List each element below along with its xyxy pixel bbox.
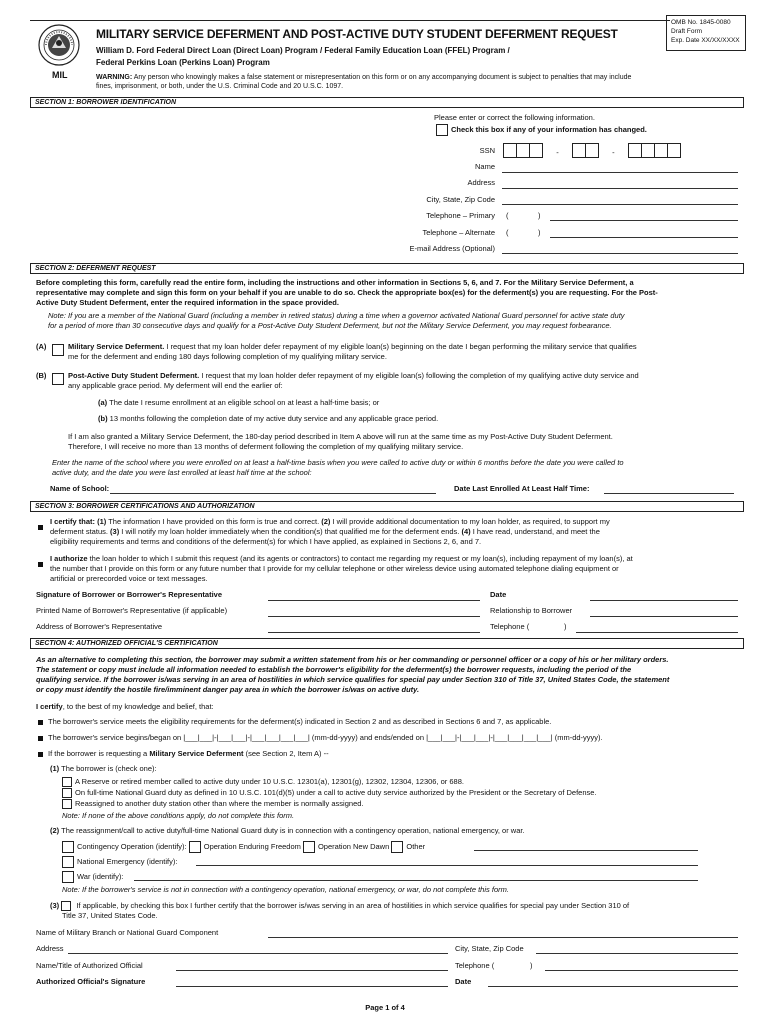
q1-option-2-checkbox[interactable] <box>62 788 72 798</box>
section-4-header: SECTION 4: AUTHORIZED OFFICIAL'S CERTIFICATION <box>30 638 744 649</box>
q2-text: (2) The reassignment/call to active duty/full-time National Guard duty is in connection with a contingency operation, national emergency, or war. <box>50 826 525 835</box>
page-number: Page 1 of 4 <box>365 1003 405 1012</box>
s4-alternative: As an alternative to completing this section, the borrower may submit a written statement from his or her commanding or personnel officer or a copy of his or her military orders. The statement or copy must include all information needed to establish the borrower's eligibility for the deferment(s) the borrower requests, including the period of the qualifying service. If the borrower is/was serving in an area of hostilities in which service qualifies for special pay under Section 310 of Title 37, United States Code, the statement or copy must identify the hostile fire/imminent danger pay area in which the borrower is/was on active duty. <box>36 655 670 694</box>
city-label: City, State, Zip Code <box>426 195 495 204</box>
borrower-signature-label: Signature of Borrower or Borrower's Representative <box>36 590 222 599</box>
q2-option-war[interactable]: War (identify): <box>62 871 123 883</box>
q1-option-3-checkbox[interactable] <box>62 799 72 809</box>
section-3-header: SECTION 3: BORROWER CERTIFICATIONS AND AUTHORIZATION <box>30 501 744 512</box>
bullet-icon <box>38 752 43 757</box>
ssn-input[interactable]: - - <box>503 142 681 160</box>
official-telephone-label: Telephone ( <box>455 961 495 970</box>
bullet-icon <box>38 519 48 537</box>
emergency-checkbox[interactable] <box>62 856 74 868</box>
school-name-label: Name of School: <box>50 484 110 493</box>
other-checkbox[interactable] <box>391 841 403 853</box>
tel-alt-paren-open: ( <box>506 228 509 237</box>
hostilities-checkbox[interactable] <box>61 901 71 911</box>
borrower-signature-input[interactable] <box>268 600 480 601</box>
tel-alt-label: Telephone – Alternate <box>422 228 495 237</box>
printed-name-input[interactable] <box>268 616 480 617</box>
form-code: MIL <box>52 70 68 80</box>
school-name-input[interactable] <box>110 493 436 494</box>
s1-instruction: Please enter or correct the following information. <box>434 113 595 122</box>
enduring-freedom-checkbox[interactable] <box>189 841 201 853</box>
info-changed-checkbox[interactable] <box>436 124 448 136</box>
tel-primary-label: Telephone – Primary <box>426 211 495 220</box>
q1-note: Note: If none of the above conditions apply, do not complete this form. <box>62 811 295 820</box>
email-input[interactable] <box>502 253 738 254</box>
info-changed-checkbox-row[interactable] <box>436 124 647 136</box>
seal-logo <box>38 24 80 66</box>
post-active-deferment-checkbox[interactable] <box>52 370 67 388</box>
q1-option-1-checkbox[interactable] <box>62 777 72 787</box>
section-2-header: SECTION 2: DEFERMENT REQUEST <box>30 263 744 274</box>
address-input[interactable] <box>502 188 738 189</box>
date-last-enrolled-input[interactable] <box>604 493 734 494</box>
tel-primary-paren-open: ( <box>506 211 509 220</box>
authorize-text: I authorize the loan holder to which I submit this request (and its agents or contractors) to contact me regarding my request or my loan(s), including repayment of my loan(s), at the number that I provide on this form or any future number that I provide for my cellular telephone or other wireless device using automated telephone dialing equipment or artificial or prerecorded voice or text messages. <box>50 554 633 583</box>
q2-note: Note: If the borrower's service is not in connection with a contingency operation, national emergency, or war, do not complete this form. <box>62 885 509 894</box>
official-address-input[interactable] <box>68 953 448 954</box>
ssn-label: SSN <box>479 146 495 155</box>
name-input[interactable] <box>502 172 738 173</box>
item-b-a: (a) The date I resume enrollment at an eligible school on at least a half-time basis; or <box>98 398 380 407</box>
official-date-label: Date <box>455 977 472 986</box>
q1-text: (1) The borrower is (check one): <box>50 764 157 773</box>
official-date-input[interactable] <box>488 986 738 987</box>
military-deferment-checkbox[interactable] <box>52 341 67 359</box>
item-b-text: Post-Active Duty Student Deferment. I request that my loan holder defer repayment of my eligible loan(s) following the completion of my qualifying active duty service and any applicable grace period. My deferment will end the earlier of: <box>68 371 639 390</box>
date-last-enrolled-label: Date Last Enrolled At Least Half Time: <box>454 484 590 493</box>
s4-bullet-2: The borrower's service begins/began on |___|___|-|___|___|-|___|___|___|___| (mm-dd-yyyy) and ends/ended on |___|___|-|___|___|-|___|___|___|___| (mm-dd-yyyy). <box>38 733 738 743</box>
s4-bullet-3: If the borrower is requesting a Military Service Deferment (see Section 2, Item A) -- <box>38 749 738 759</box>
s4-bullet-1: The borrower's service meets the eligibility requirements for the deferment(s) indicated in Section 2 and as described in Sections 6 and 7, as applicable. <box>38 717 738 727</box>
contingency-checkbox[interactable] <box>62 841 74 853</box>
tel-alt-input[interactable] <box>550 237 738 238</box>
official-telephone-input[interactable] <box>545 970 738 971</box>
tel-primary-input[interactable] <box>550 220 738 221</box>
war-checkbox[interactable] <box>62 871 74 883</box>
section-1-header: SECTION 1: BORROWER IDENTIFICATION <box>30 97 744 108</box>
form-subtitle-2: Federal Perkins Loan (Perkins Loan) Program <box>96 58 270 67</box>
official-name-input[interactable] <box>176 970 448 971</box>
official-address-label: Address <box>36 944 64 953</box>
official-signature-label: Authorized Official's Signature <box>36 977 146 986</box>
item-b-letter: (B) <box>36 371 47 380</box>
branch-label: Name of Military Branch or National Guard Component <box>36 928 219 937</box>
rep-telephone-input[interactable] <box>576 632 738 633</box>
relationship-label: Relationship to Borrower <box>490 606 573 615</box>
official-signature-input[interactable] <box>176 986 448 987</box>
rep-address-input[interactable] <box>268 632 480 633</box>
email-label: E-mail Address (Optional) <box>409 244 495 253</box>
q1-option-2[interactable]: On full-time National Guard duty as defined in 10 U.S.C. 101(d)(5) under a call to active duty service authorized by the President or the Secretary of Defense. <box>62 788 597 798</box>
q2-option-contingency[interactable]: Contingency Operation (identify): Operation Enduring Freedom Operation New Dawn Other <box>62 841 425 853</box>
item-a-text: Military Service Deferment. I request that my loan holder defer repayment of my eligible loan(s) beginning on the date I began performing the military service that qualifies me for the deferment and ending 180 days following completion of my qualifying military service. <box>68 342 637 361</box>
tel-alt-paren-close: ) <box>538 228 541 237</box>
omb-box: OMB No. 1845-0080 Draft Form Exp. Date XX/XX/XXXX <box>666 15 746 51</box>
relationship-input[interactable] <box>590 616 738 617</box>
address-label: Address <box>467 178 495 187</box>
item-b-enter: Enter the name of the school where you were enrolled on at least a half-time basis when you were called to active duty or within 6 months before the date you were called to active duty, and the date you were last enrolled at least half time at the school: <box>52 458 624 477</box>
city-input[interactable] <box>502 204 738 205</box>
q1-option-3[interactable]: Reassigned to another duty station other than where the member is normally assigned. <box>62 799 364 809</box>
info-changed-label: Check this box if any of your information has changed. <box>451 124 647 134</box>
official-name-label: Name/Title of Authorized Official <box>36 961 143 970</box>
borrower-date-label: Date <box>490 590 507 599</box>
borrower-date-input[interactable] <box>590 600 738 601</box>
form-title: MILITARY SERVICE DEFERMENT AND POST-ACTIVE DUTY STUDENT DEFERMENT REQUEST <box>96 27 618 41</box>
printed-name-label: Printed Name of Borrower's Representative (if applicable) <box>36 606 228 615</box>
new-dawn-checkbox[interactable] <box>303 841 315 853</box>
branch-input[interactable] <box>268 937 738 938</box>
emergency-input[interactable] <box>196 865 698 866</box>
bullet-icon <box>38 736 43 741</box>
s2-note: Note: If you are a member of the National Guard (including a member in retired status) during a time when a governor activated National Guard personnel for active state duty for a period of more than 30 consecutive days and qualify for a Post-Active Duty Student Deferment, but not the Military Service Deferment, you may request forbearance. <box>48 311 625 330</box>
war-input[interactable] <box>134 880 698 881</box>
q2-option-emergency[interactable]: National Emergency (identify): <box>62 856 177 868</box>
name-label: Name <box>474 162 495 171</box>
official-city-label: City, State, Zip Code <box>455 944 524 953</box>
rep-telephone-paren-close: ) <box>564 622 567 631</box>
item-b-b: (b) 13 months following the completion date of my active duty service and any applicable grace period. <box>98 414 439 423</box>
rep-telephone-label: Telephone ( <box>490 622 530 631</box>
q1-option-1[interactable]: A Reserve or retired member called to active duty under 10 U.S.C. 12301(a), 12301(g), 12302, 12304, 12306, or 688. <box>62 777 464 787</box>
official-city-input[interactable] <box>536 953 738 954</box>
other-operation-input[interactable] <box>474 850 698 851</box>
bullet-icon <box>38 556 48 574</box>
warning-text: WARNING: Any person who knowingly makes a false statement or misrepresentation on this form or on any accompanying document is subject to penalties that may include fines, imprisonment, or both, under the U.S. Criminal Code and 20 U.S.C. 1097. <box>96 74 632 90</box>
i-certify: I certify, to the best of my knowledge and belief, that: <box>36 702 214 711</box>
tel-primary-paren-close: ) <box>538 211 541 220</box>
rep-address-label: Address of Borrower's Representative <box>36 622 163 631</box>
s2-intro: Before completing this form, carefully read the entire form, including the instructions and other information in Sections 5, 6, and 7. For the Military Service Deferment, a representative may complete and sign this form on your behalf if you are unable to do so. Check the appropriate box(es) for the deferment(s) you are requesting. For the Post- Active Duty Student Deferment, enter the required information in the space provided. <box>36 278 658 307</box>
certify-text: I certify that: (1) The information I have provided on this form is true and correct. (2) I will provide additional documentation to my loan holder, as required, to support my deferment status. (3) I will notify my loan holder immediately when the condition(s) that qualified me for the deferment ends. (4) I have read, understand, and meet the eligibility requirements and terms and conditions of the deferment(s) for which I have applied, as explained in Sections 2, 6, and 7. <box>50 517 610 546</box>
item-a-letter: (A) <box>36 342 47 351</box>
form-subtitle-1: William D. Ford Federal Direct Loan (Direct Loan) Program / Federal Family Education Loan (FFEL) Program / <box>96 46 510 55</box>
official-telephone-paren-close: ) <box>530 961 533 970</box>
bullet-icon <box>38 720 43 725</box>
q3-text: (3) If applicable, by checking this box I further certify that the borrower is/was serving in an area of hostilities in which service qualifies for special pay under Section 310 of Title 37, United States Code. <box>50 901 630 921</box>
item-b-also: If I am also granted a Military Service Deferment, the 180-day period described in Item A above will run at the same time as my Post-Active Duty Student Deferment. Therefore, I will receive no more than 13 months of deferment following the completion of my qualifying military service. <box>68 432 613 451</box>
